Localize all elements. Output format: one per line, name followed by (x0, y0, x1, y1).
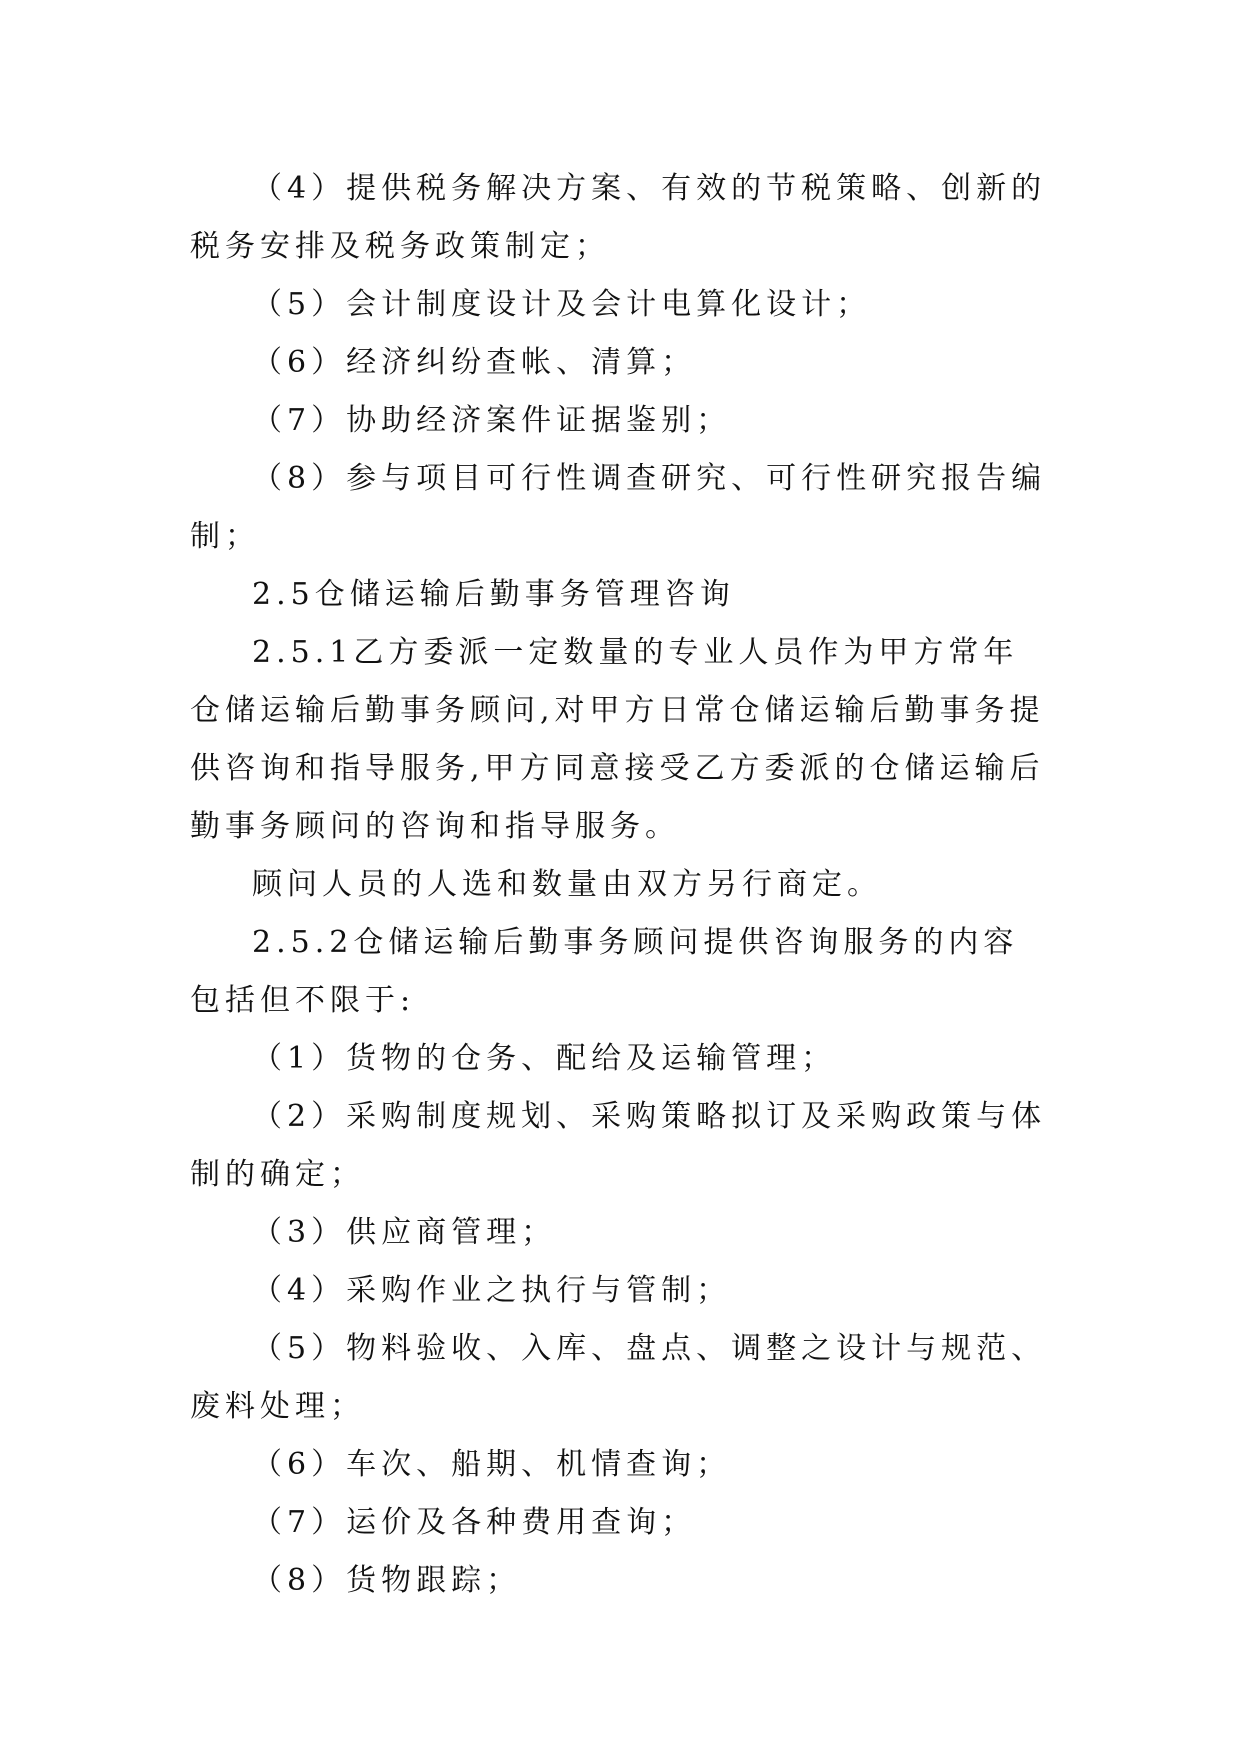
list-item-cargo-tracking: （8）货物跟踪； (252, 1563, 522, 1598)
paragraph-advisor-selection: 顾问人员的人选和数量由双方另行商定。 (252, 867, 882, 902)
list-item-supplier-management: （3）供应商管理； (252, 1215, 557, 1250)
list-item-warehouse-management: （1）货物的仓务、配给及运输管理； (252, 1041, 837, 1076)
paragraph-dispute-audit: （6）经济纠纷查帐、清算； (252, 345, 697, 380)
list-item-freight-query: （7）运价及各种费用查询； (252, 1505, 697, 1540)
paragraph-2-5-1: 2.5.1乙方委派一定数量的专业人员作为甲方常年仓储运输后勤事务顾问,对甲方日常仓储运输后勤事务提供咨询和指导服务,甲方同意接受乙方委派的仓储运输后勤事务顾问的咨询和指导服务。 (190, 635, 1045, 844)
paragraph-feasibility-study: （8）参与项目可行性调查研究、可行性研究报告编制； (190, 461, 1047, 554)
list-item-schedule-query: （6）车次、船期、机情查询； (252, 1447, 732, 1482)
section-heading-2-5: 2.5仓储运输后勤事务管理咨询 (252, 577, 735, 612)
list-item-material-inspection: （5）物料验收、入库、盘点、调整之设计与规范、废料处理； (190, 1331, 1047, 1424)
paragraph-evidence-identification: （7）协助经济案件证据鉴别； (252, 403, 732, 438)
paragraph-accounting-design: （5）会计制度设计及会计电算化设计； (252, 287, 872, 322)
list-item-procurement-execution: （4）采购作业之执行与管制； (252, 1273, 732, 1308)
paragraph-tax-solutions: （4）提供税务解决方案、有效的节税策略、创新的税务安排及税务政策制定； (190, 171, 1047, 264)
document-body (190, 160, 1050, 1610)
list-item-procurement-planning: （2）采购制度规划、采购策略拟订及采购政策与体制的确定； (190, 1099, 1047, 1192)
paragraph-2-5-2: 2.5.2仓储运输后勤事务顾问提供咨询服务的内容包括但不限于: (190, 925, 1019, 1018)
